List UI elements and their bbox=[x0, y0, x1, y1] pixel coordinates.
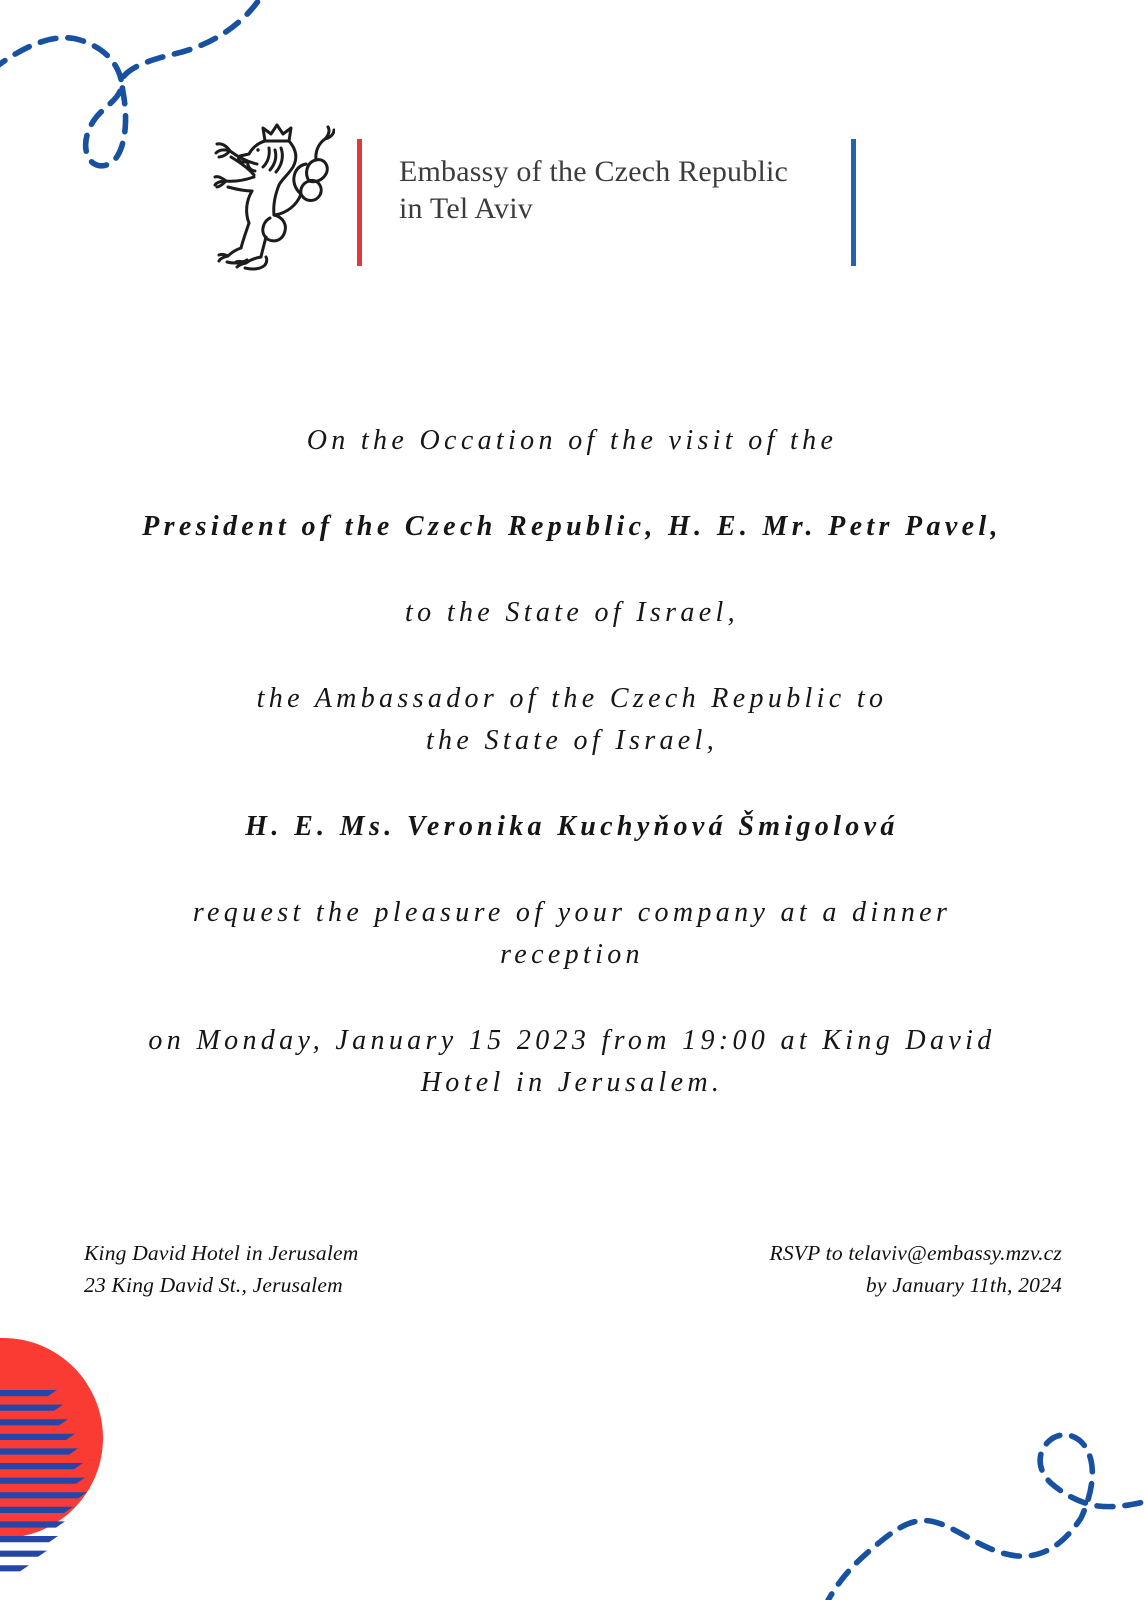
ambassador-paragraph bbox=[40, 678, 1104, 762]
invitation-body bbox=[40, 420, 1104, 1148]
request-line1: request the pleasure of your company at a dinner bbox=[192, 897, 952, 928]
bottom-right-dashed-squiggle-icon bbox=[798, 1378, 1144, 1600]
ambassador-name-line: H. E. Ms. Veronika Kuchyňová Šmigolová bbox=[245, 811, 899, 842]
datetime-line1: on Monday, January 15 2023 from 19:00 at King David bbox=[148, 1025, 996, 1056]
venue-address-block bbox=[84, 1237, 359, 1301]
striped-red-circle-icon bbox=[0, 1330, 180, 1600]
request-paragraph bbox=[40, 892, 1104, 976]
blue-divider-bar bbox=[851, 139, 856, 266]
ambassador-line2: the State of Israel, bbox=[425, 725, 719, 756]
state-line: to the State of Israel, bbox=[405, 597, 739, 628]
ambassador-line1: the Ambassador of the Czech Republic to bbox=[256, 683, 888, 714]
request-line2: reception bbox=[500, 939, 644, 970]
czech-lion-emblem-icon bbox=[213, 123, 335, 271]
embassy-name-line1: Embassy of the Czech Republic bbox=[399, 155, 789, 188]
red-divider-bar bbox=[357, 139, 362, 266]
venue-line1: King David Hotel in Jerusalem bbox=[84, 1241, 359, 1265]
rsvp-email-line: RSVP to telaviv@embassy.mzv.cz bbox=[769, 1241, 1062, 1265]
venue-line2: 23 King David St., Jerusalem bbox=[84, 1273, 343, 1297]
embassy-name bbox=[399, 153, 788, 227]
datetime-line2: Hotel in Jerusalem. bbox=[420, 1067, 724, 1098]
datetime-paragraph bbox=[40, 1020, 1104, 1104]
rsvp-deadline-line: by January 11th, 2024 bbox=[865, 1273, 1062, 1297]
occasion-line: On the Occation of the visit of the bbox=[306, 425, 838, 456]
rsvp-block bbox=[770, 1237, 1062, 1301]
embassy-name-line2: in Tel Aviv bbox=[399, 192, 533, 225]
president-name-line: President of the Czech Republic, H. E. Mr. Petr Pavel, bbox=[142, 511, 1002, 542]
